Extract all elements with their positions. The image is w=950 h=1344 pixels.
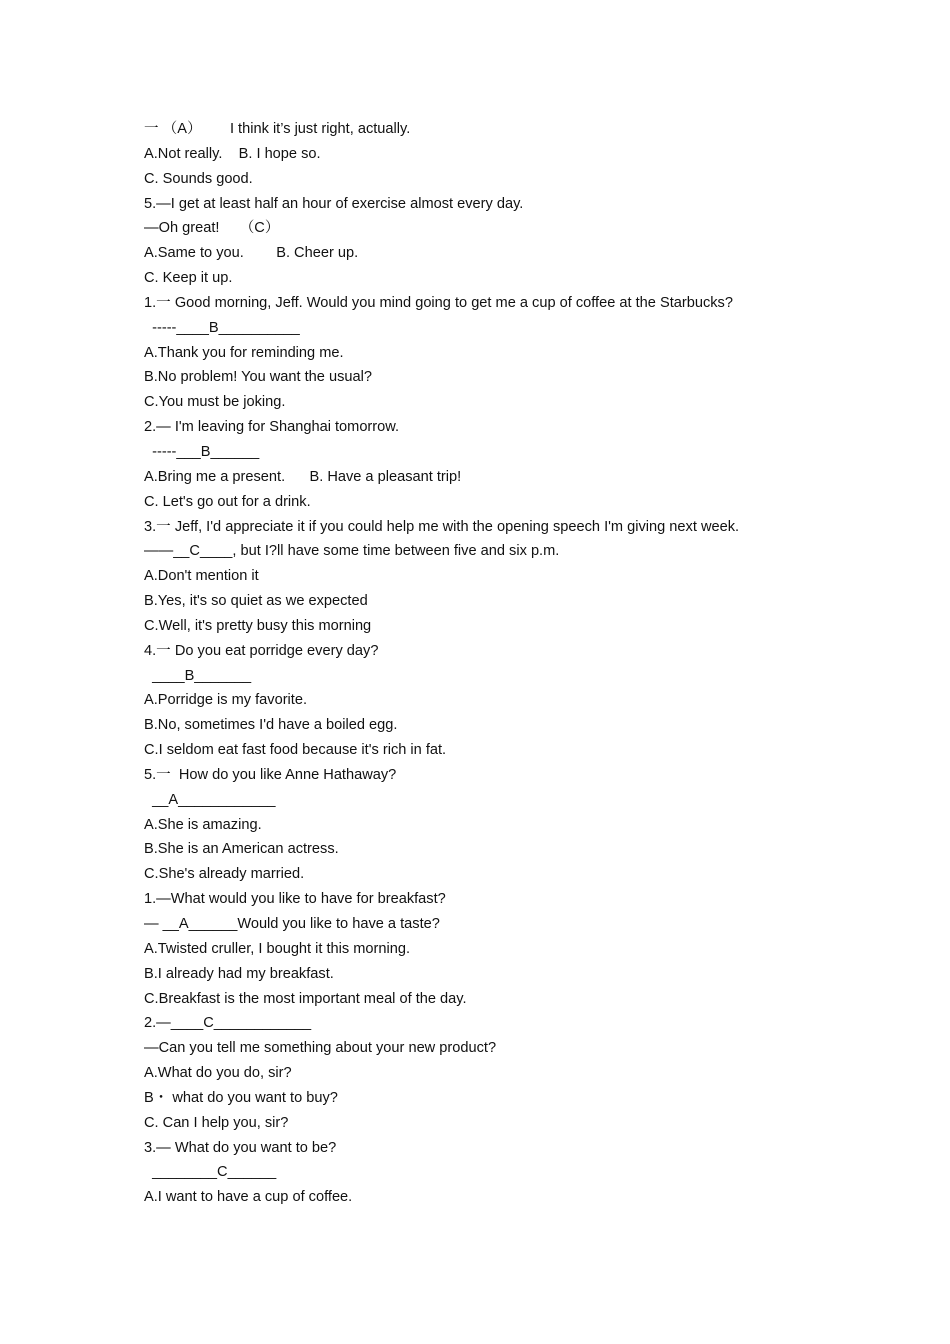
text-line: ____B_______ xyxy=(144,667,252,684)
text-line: C.She's already married. xyxy=(144,866,305,883)
text-line: 1.—What would you like to have for breakfast? xyxy=(144,891,446,908)
text-line: C. Keep it up. xyxy=(144,270,233,287)
text-line: A.Not really. B. I hope so. xyxy=(144,145,321,162)
text-line: C.You must be joking. xyxy=(144,394,286,411)
text-line: ________C______ xyxy=(144,1164,277,1181)
text-line: 一 （A） I think it’s just right, actually. xyxy=(144,121,411,137)
text-line: A.She is amazing. xyxy=(144,816,262,833)
text-line: 2.— I'm leaving for Shanghai tomorrow. xyxy=(144,419,400,436)
text-line: 2.—____C____________ xyxy=(144,1015,312,1032)
text-line: C. Sounds good. xyxy=(144,170,253,187)
text-line: ——__C____, but I?ll have some time between five and six p.m. xyxy=(144,543,560,560)
text-line: A.Thank you for reminding me. xyxy=(144,344,344,361)
text-line: C.I seldom eat fast food because it's rich in fat. xyxy=(144,742,447,759)
text-line: __A____________ xyxy=(144,791,276,808)
text-line: A.Bring me a present. B. Have a pleasant trip! xyxy=(144,468,462,485)
text-line: C. Let's go out for a drink. xyxy=(144,493,311,510)
text-line: 4.一 Do you eat porridge every day? xyxy=(144,642,379,659)
text-line: A.I want to have a cup of coffee. xyxy=(144,1189,353,1206)
text-line: A.Don't mention it xyxy=(144,568,259,585)
text-line: C. Can I help you, sir? xyxy=(144,1114,289,1131)
text-line: B・ what do you want to buy? xyxy=(144,1089,338,1106)
text-line: 3.一 Jeff, I'd appreciate it if you could help me with the opening speech I'm giving next week. xyxy=(144,518,740,535)
text-line: B.Yes, it's so quiet as we expected xyxy=(144,593,368,610)
text-line: —Can you tell me something about your new product? xyxy=(144,1040,497,1057)
text-line: C.Breakfast is the most important meal of the day. xyxy=(144,990,467,1007)
text-line: B.She is an American actress. xyxy=(144,841,339,858)
text-line: C.Well, it's pretty busy this morning xyxy=(144,617,372,634)
text-line: A.Same to you. B. Cheer up. xyxy=(144,245,359,262)
text-line: — __A______Would you like to have a taste? xyxy=(144,916,440,932)
text-line: -----___B______ xyxy=(144,443,260,460)
text-line: -----____B__________ xyxy=(144,319,300,336)
document-body xyxy=(144,117,904,1210)
text-line: —Oh great! （C） xyxy=(144,220,280,237)
text-line: 5.—I get at least half an hour of exercise almost every day. xyxy=(144,195,524,212)
text-line: A.What do you do, sir? xyxy=(144,1065,292,1082)
text-line: 1.一 Good morning, Jeff. Would you mind going to get me a cup of coffee at the Starbucks? xyxy=(144,294,733,311)
text-line: B.I already had my breakfast. xyxy=(144,965,334,982)
text-line: A.Porridge is my favorite. xyxy=(144,692,308,709)
text-line: B.No problem! You want the usual? xyxy=(144,369,372,386)
text-line: B.No, sometimes I'd have a boiled egg. xyxy=(144,717,398,734)
text-line: 3.— What do you want to be? xyxy=(144,1139,337,1156)
text-line: 5.一 How do you like Anne Hathaway? xyxy=(144,766,397,783)
text-line: A.Twisted cruller, I bought it this morning. xyxy=(144,940,411,957)
